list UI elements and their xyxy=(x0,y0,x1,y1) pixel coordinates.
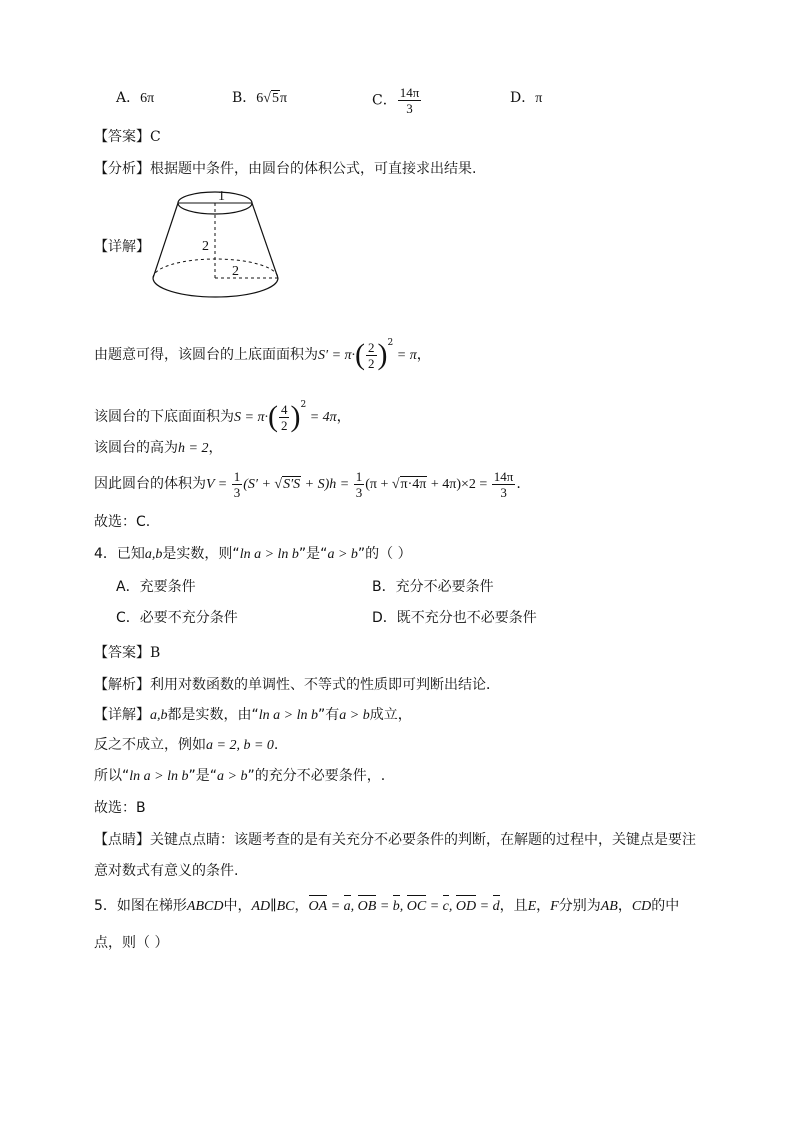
q4-option-a: A．充要条件 xyxy=(116,579,196,595)
frustum-figure xyxy=(148,184,288,306)
answer-line: 【答案】C xyxy=(94,129,161,145)
height-label: 2 xyxy=(202,239,209,254)
q4-comment-1: 【点睛】关键点点睛：该题考查的是有关充分不必要条件的判断，在解题的过程中，关键点是要注 xyxy=(94,832,696,848)
analysis-line: 【分析】根据题中条件，由圆台的体积公式，可直接求出结果. xyxy=(94,161,477,177)
q5-stem-2: 点，则（ ） xyxy=(94,935,169,951)
q4-detail-2: 反之不成立，例如a = 2, b = 0. xyxy=(94,737,279,753)
bottom-label: 2 xyxy=(232,264,239,279)
q4-choose: 故选：B xyxy=(94,800,146,816)
q4-option-b: B．充分不必要条件 xyxy=(372,579,494,595)
option-b: B．6√5π xyxy=(232,90,288,106)
left-slant xyxy=(153,203,178,278)
top-label: 1 xyxy=(218,189,225,204)
q4-detail-1: 【详解】a,b都是实数，由“ln a > ln b”有a > b成立， xyxy=(94,707,412,723)
q4-analysis: 【解析】利用对数函数的单调性、不等式的性质即可判断出结论． xyxy=(94,677,500,693)
right-slant xyxy=(252,203,278,278)
q4-comment-2: 意对数式有意义的条件. xyxy=(94,863,239,879)
step-1: 由题意可得，该圆台的上底面面积为S′ = π·( $\frac{2}{2}$ )$^2$ = π， xyxy=(94,338,431,371)
option-c: C． $\frac{14\pi}{3}$ xyxy=(372,85,420,116)
step-2: 该圆台的下底面面积为S = π·( $\frac{4}{2}$ )$^2$ = 4π， xyxy=(94,400,351,433)
choose-line: 故选：C. xyxy=(94,514,151,530)
step-3: 该圆台的高为h = 2， xyxy=(94,440,223,456)
fraction: $\frac{14\pi}{3}$ xyxy=(399,85,420,116)
q4-detail-3: 所以“ln a > ln b”是“a > b”的充分不必要条件，. xyxy=(94,768,386,784)
step-4: 因此圆台的体积为V = $\frac{1}{3}$ (S′ + √S′S + S)h = $\frac{1}{3}$ (π + √π·4π + 4π)×2 = $\frac{14\pi}{3}$ . xyxy=(94,468,521,500)
q4-option-c: C．必要不充分条件 xyxy=(116,610,238,626)
q4-option-d: D．既不充分也不必要条件 xyxy=(372,610,537,626)
option-d: D．π xyxy=(510,90,543,106)
bottom-front-arc xyxy=(153,278,278,297)
q4-answer: 【答案】B xyxy=(94,645,161,661)
detail-tag: 【详解】 xyxy=(94,239,150,255)
q4-stem: 4．已知a,b是实数，则“ln a > ln b”是“a > b”的（ ） xyxy=(94,546,412,562)
option-a: A．6π xyxy=(116,90,155,106)
q5-stem-1: 5．如图在梯形ABCD中，AD∥BC，OA = a, OB = b, OC = c, OD = d，且E，F分别为AB，CD的中 xyxy=(94,895,734,918)
